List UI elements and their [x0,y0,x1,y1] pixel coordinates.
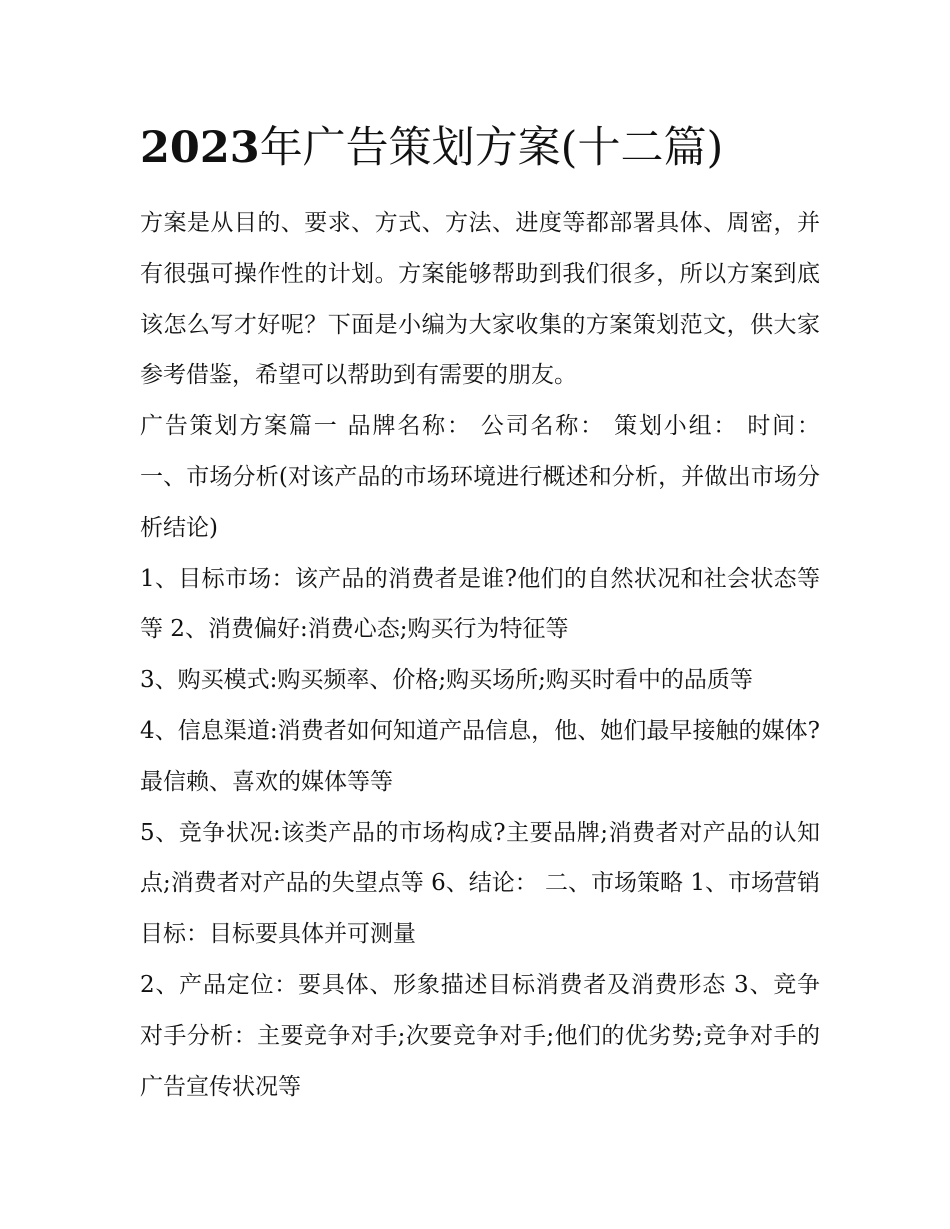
competition-paragraph: 5、竞争状况:该类产品的市场构成?主要品牌;消费者对产品的认知点;消费者对产品的失望点等 6、结论： 二、市场策略 1、市场营销目标：目标要具体并可测量 [140,819,820,948]
title-text: 年广告策划方案(十二篇) [259,123,724,173]
product-positioning-paragraph: 2、产品定位：要具体、形象描述目标消费者及消费形态 3、竞争对手分析：主要竞争对手;次要竞争对手;他们的优劣势;竞争对手的广告宣传状况等 [140,971,820,1100]
section-one-header-paragraph: 广告策划方案篇一 品牌名称： 公司名称： 策划小组： 时间： 一、市场分析(对该产品的市场环境进行概述和分析，并做出市场分析结论) [140,413,820,541]
document-title [140,118,840,178]
intro-paragraph: 方案是从目的、要求、方式、方法、进度等都部署具体、周密，并有很强可操作性的计划。方案能够帮助到我们很多，所以方案到底该怎么写才好呢？下面是小编为大家收集的方案策划范文，供大家参考借鉴，希望可以帮助到有需要的朋友。 [140,210,820,389]
target-market-paragraph: 1、目标市场：该产品的消费者是谁?他们的自然状况和社会状态等等 2、消费偏好:消费心态;购买行为特征等 [140,565,820,643]
purchase-mode-paragraph: 3、购买模式:购买频率、价格;购买场所;购买时看中的品质等 [140,667,753,694]
document-body [140,198,820,1112]
title-year: 2023 [140,123,260,173]
info-channel-paragraph: 4、信息渠道:消费者如何知道产品信息，他、她们最早接触的媒体?最信赖、喜欢的媒体等等 [140,717,820,795]
